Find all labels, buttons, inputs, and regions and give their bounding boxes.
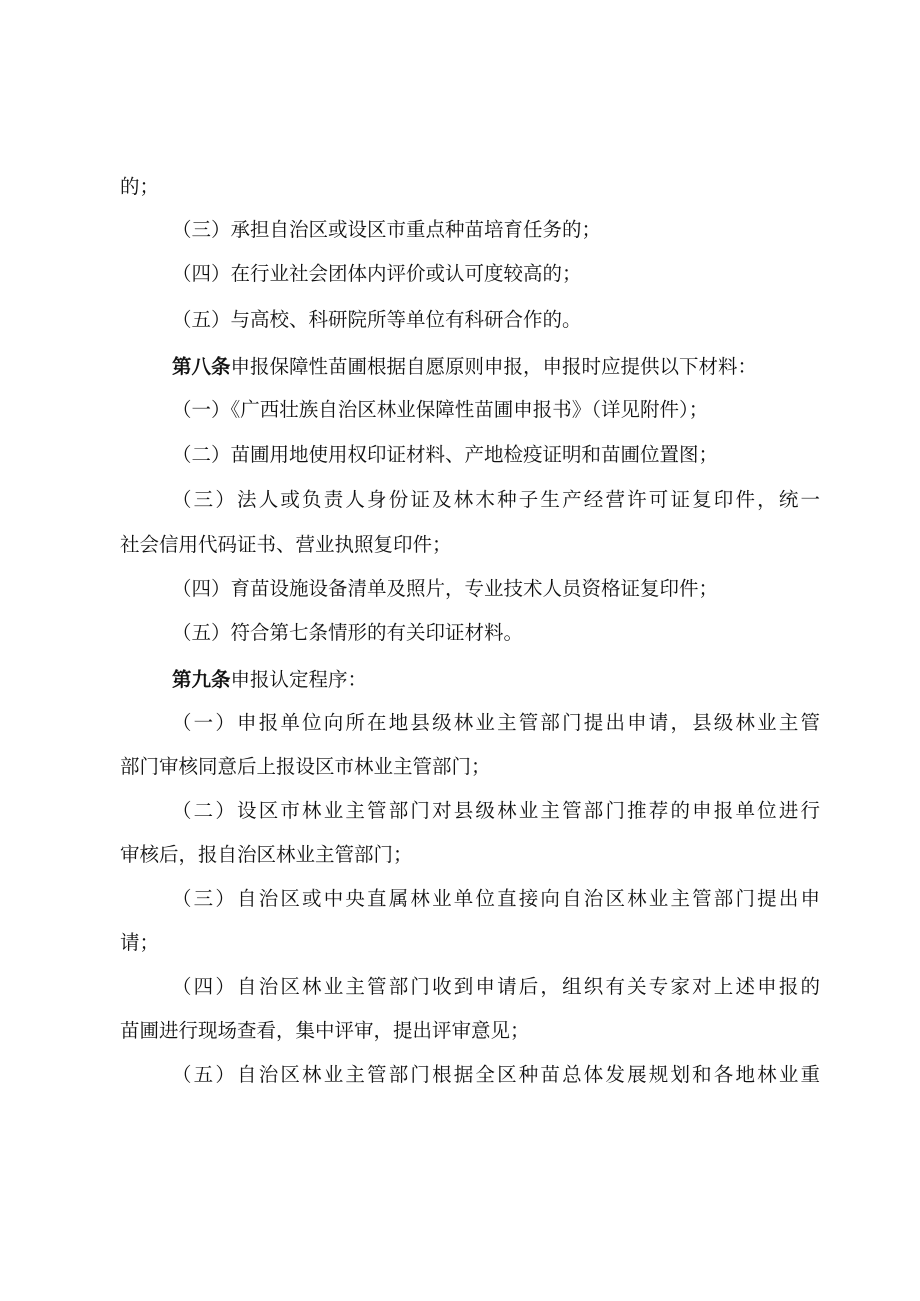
line-text: 审核后，报自治区林业主管部门； <box>120 843 413 866</box>
line-text: 请； <box>120 931 160 954</box>
text-line-continuation <box>120 528 820 562</box>
article-8-line <box>172 350 820 384</box>
text-line <box>172 393 820 427</box>
line-text: （一）申报单位向所在地县级林业主管部门提出申请，县级林业主管 <box>172 711 820 734</box>
line-text: （二）苗圃用地使用权印证材料、产地检疫证明和苗圃位置图； <box>172 443 719 466</box>
article-9-line <box>172 663 820 697</box>
line-text: 的； <box>120 175 160 198</box>
line-text: 申报认定程序： <box>230 668 368 691</box>
text-line <box>172 706 820 740</box>
text-line <box>172 970 820 1004</box>
text-line-continuation <box>120 750 820 784</box>
line-text: （二）设区市林业主管部门对县级林业主管部门推荐的申报单位进行 <box>172 799 820 822</box>
text-line <box>172 438 820 472</box>
text-line <box>172 882 820 916</box>
text-line-continuation <box>120 838 820 872</box>
line-text: 部门审核同意后上报设区市林业主管部门； <box>120 755 491 778</box>
line-text: （五）与高校、科研院所等单位有科研合作的。 <box>172 308 582 331</box>
line-text: （四）育苗设施设备清单及照片，专业技术人员资格证复印件； <box>172 577 719 600</box>
text-line <box>172 483 820 517</box>
text-line-continuation <box>120 926 820 960</box>
line-text: 申报保障性苗圃根据自愿原则申报，申报时应提供以下材料： <box>230 355 758 378</box>
line-text: （五）符合第七条情形的有关印证材料。 <box>172 621 524 644</box>
text-line <box>172 257 820 291</box>
article-9-heading: 第九条 <box>172 668 231 691</box>
line-text: （四）自治区林业主管部门收到申请后，组织有关专家对上述申报的 <box>172 975 820 998</box>
line-text: （三）法人或负责人身份证及林木种子生产经营许可证复印件，统一 <box>172 488 820 511</box>
line-text: 苗圃进行现场查看，集中评审，提出评审意见； <box>120 1019 530 1042</box>
text-line <box>172 616 820 650</box>
line-text: （三）承担自治区或设区市重点种苗培育任务的； <box>172 218 602 241</box>
line-text: （四）在行业社会团体内评价或认可度较高的； <box>172 262 582 285</box>
text-line-continuation <box>120 1014 820 1048</box>
line-text: （五）自治区林业主管部门根据全区种苗总体发展规划和各地林业重 <box>172 1063 820 1086</box>
text-line <box>172 1058 820 1092</box>
article-8-heading: 第八条 <box>172 355 231 378</box>
text-line <box>172 213 820 247</box>
line-text: （三）自治区或中央直属林业单位直接向自治区林业主管部门提出申 <box>172 887 820 910</box>
text-line <box>172 794 820 828</box>
line-text: 社会信用代码证书、营业执照复印件； <box>120 533 452 556</box>
text-line <box>172 303 820 337</box>
line-text: （一）《广西壮族自治区林业保障性苗圃申报书》（详见附件）； <box>172 398 709 421</box>
text-line-continuation <box>120 170 820 204</box>
text-line <box>172 572 820 606</box>
